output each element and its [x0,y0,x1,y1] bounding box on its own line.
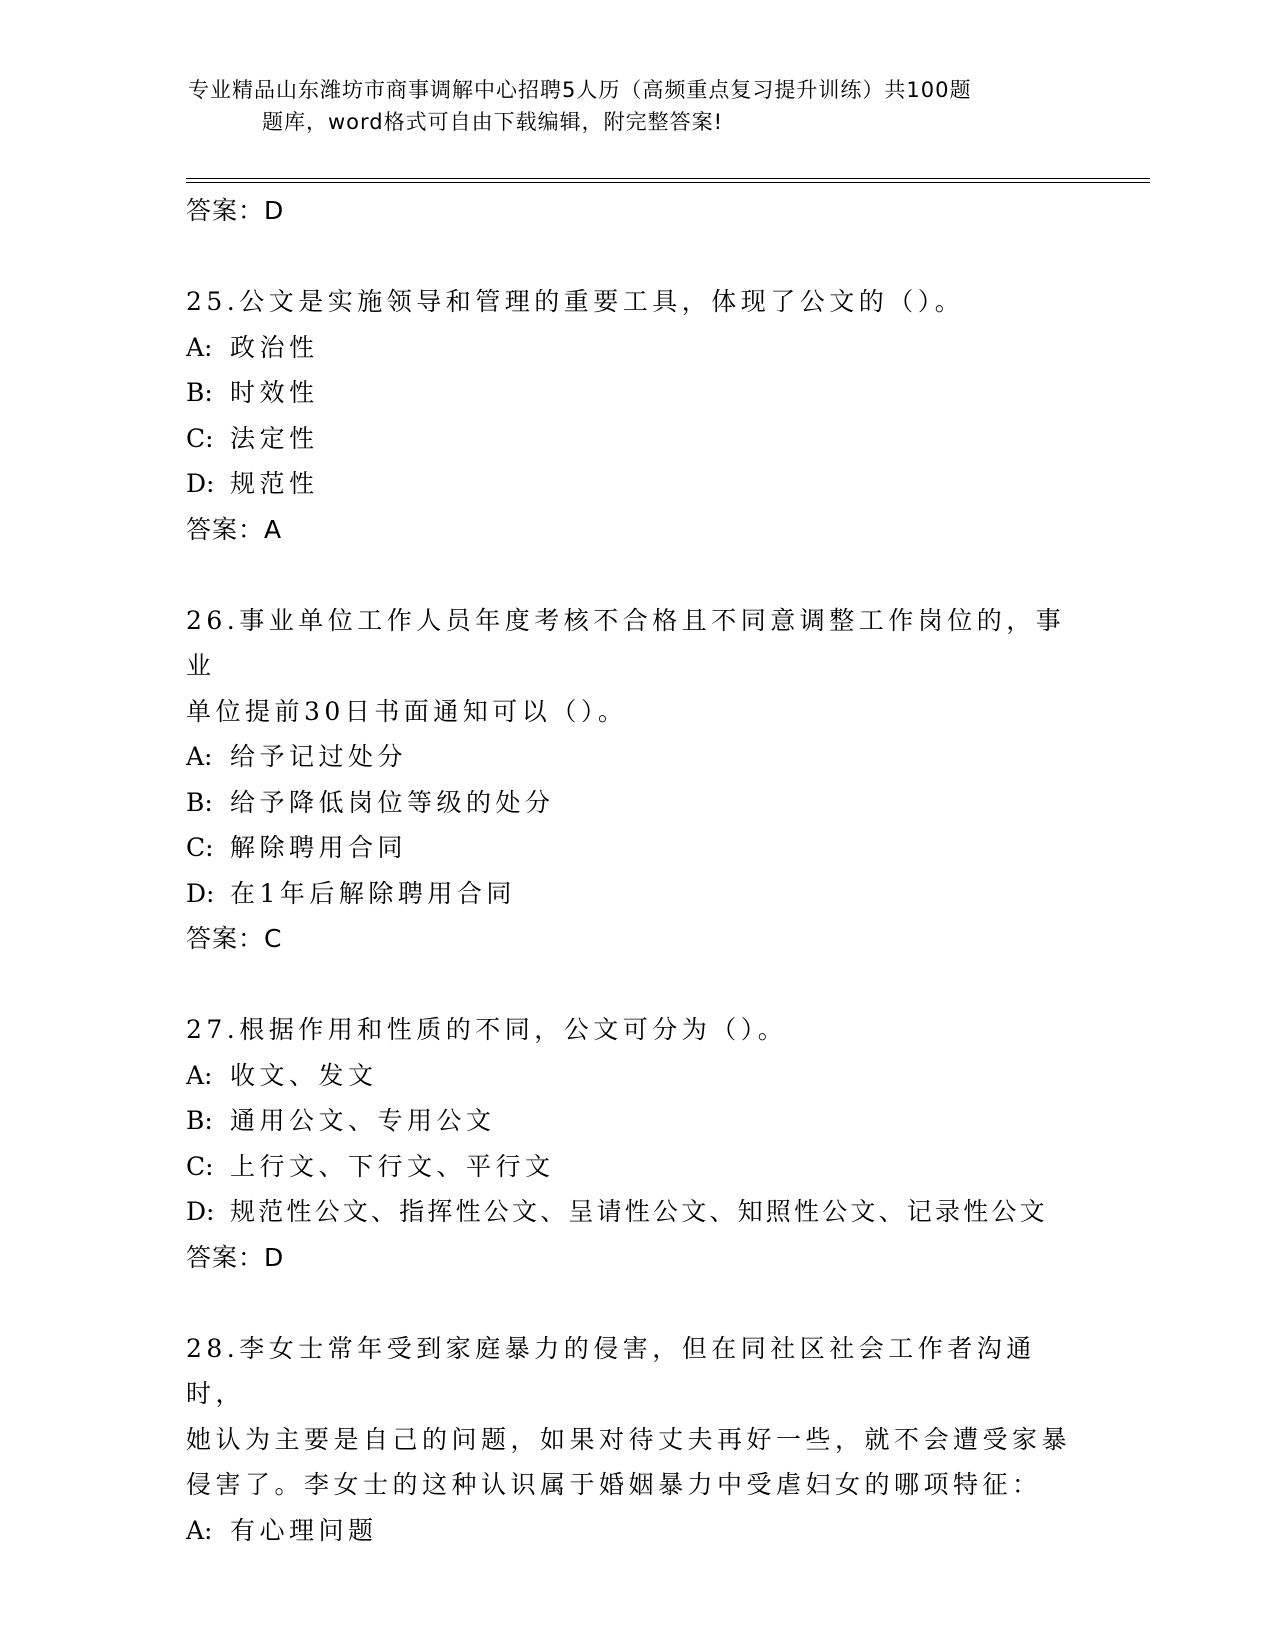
option-text: 时效性 [230,378,319,407]
option-text: 规范性公文、指挥性公文、呈请性公文、知照性公文、记录性公文 [230,1197,1048,1226]
option-text: 给予降低岗位等级的处分 [230,787,555,817]
answer-line: 答案：C [186,924,283,953]
option-a [186,1053,1086,1099]
document-header [188,74,1088,138]
option-text: 法定性 [230,423,319,453]
option-letter: D: [186,469,215,498]
option-d [186,461,1086,507]
option-letter: C: [186,1151,214,1181]
option-d [186,1189,1086,1235]
option-text: 政治性 [230,332,319,362]
question-text-line1: 28.李女士常年受到家庭暴力的侵害，但在同社区社会工作者沟通时， [186,1333,1036,1408]
question-block [186,1326,1086,1554]
option-c [186,825,1086,871]
question-block [186,598,1086,962]
question-text: 27.根据作用和性质的不同，公文可分为（）。 [186,1015,788,1044]
option-letter: D: [186,878,215,908]
option-text: 解除聘用合同 [230,833,408,862]
option-b [186,370,1086,416]
option-letter: A: [186,1515,213,1545]
option-c [186,1144,1086,1190]
option-a [186,325,1086,371]
option-letter: A: [186,742,213,771]
question-list [186,188,1086,1553]
option-text: 上行文、下行文、平行文 [230,1151,555,1181]
option-b [186,1098,1086,1144]
header-divider-bottom [186,182,1150,183]
question-text-line2: 她认为主要是自己的问题，如果对待丈夫再好一些，就不会遭受家暴 [186,1424,1072,1454]
option-letter: B: [186,378,213,407]
header-divider-top [186,178,1150,179]
option-letter: D: [186,1197,215,1226]
option-text: 收文、发文 [230,1060,378,1090]
option-letter: A: [186,332,213,362]
question-text-line1: 26.事业单位工作人员年度考核不合格且不同意调整工作岗位的，事业 [186,605,1066,680]
option-a [186,1508,1086,1554]
option-letter: C: [186,423,214,453]
answer-line: 答案：A [186,514,283,544]
question-block [186,279,1086,552]
question-text-line3: 侵害了。李女士的这种认识属于婚姻暴力中受虐妇女的哪项特征： [186,1470,1042,1499]
header-title-line1: 专业精品山东潍坊市商事调解中心招聘5人历（高频重点复习提升训练）共100题 [188,78,972,102]
option-text: 有心理问题 [230,1515,378,1545]
option-letter: C: [186,833,214,862]
option-text: 给予记过处分 [230,742,408,771]
option-a [186,734,1086,780]
option-d [186,871,1086,917]
answer-line: 答案：D [186,1242,285,1272]
answer-line: 答案：D [186,196,285,225]
option-text: 通用公文、专用公文 [230,1106,496,1135]
header-title-line2: 题库，word格式可自由下载编辑，附完整答案! [262,110,724,134]
question-text: 25.公文是实施领导和管理的重要工具，体现了公文的（）。 [186,287,965,316]
option-text: 规范性 [230,469,319,498]
question-text-line2: 单位提前30日书面通知可以（）。 [186,696,628,726]
question-block [186,1007,1086,1280]
option-text: 在1年后解除聘用合同 [230,878,516,908]
option-c [186,416,1086,462]
option-letter: A: [186,1060,213,1090]
option-letter: B: [186,787,213,817]
option-b [186,780,1086,826]
option-letter: B: [186,1106,213,1135]
